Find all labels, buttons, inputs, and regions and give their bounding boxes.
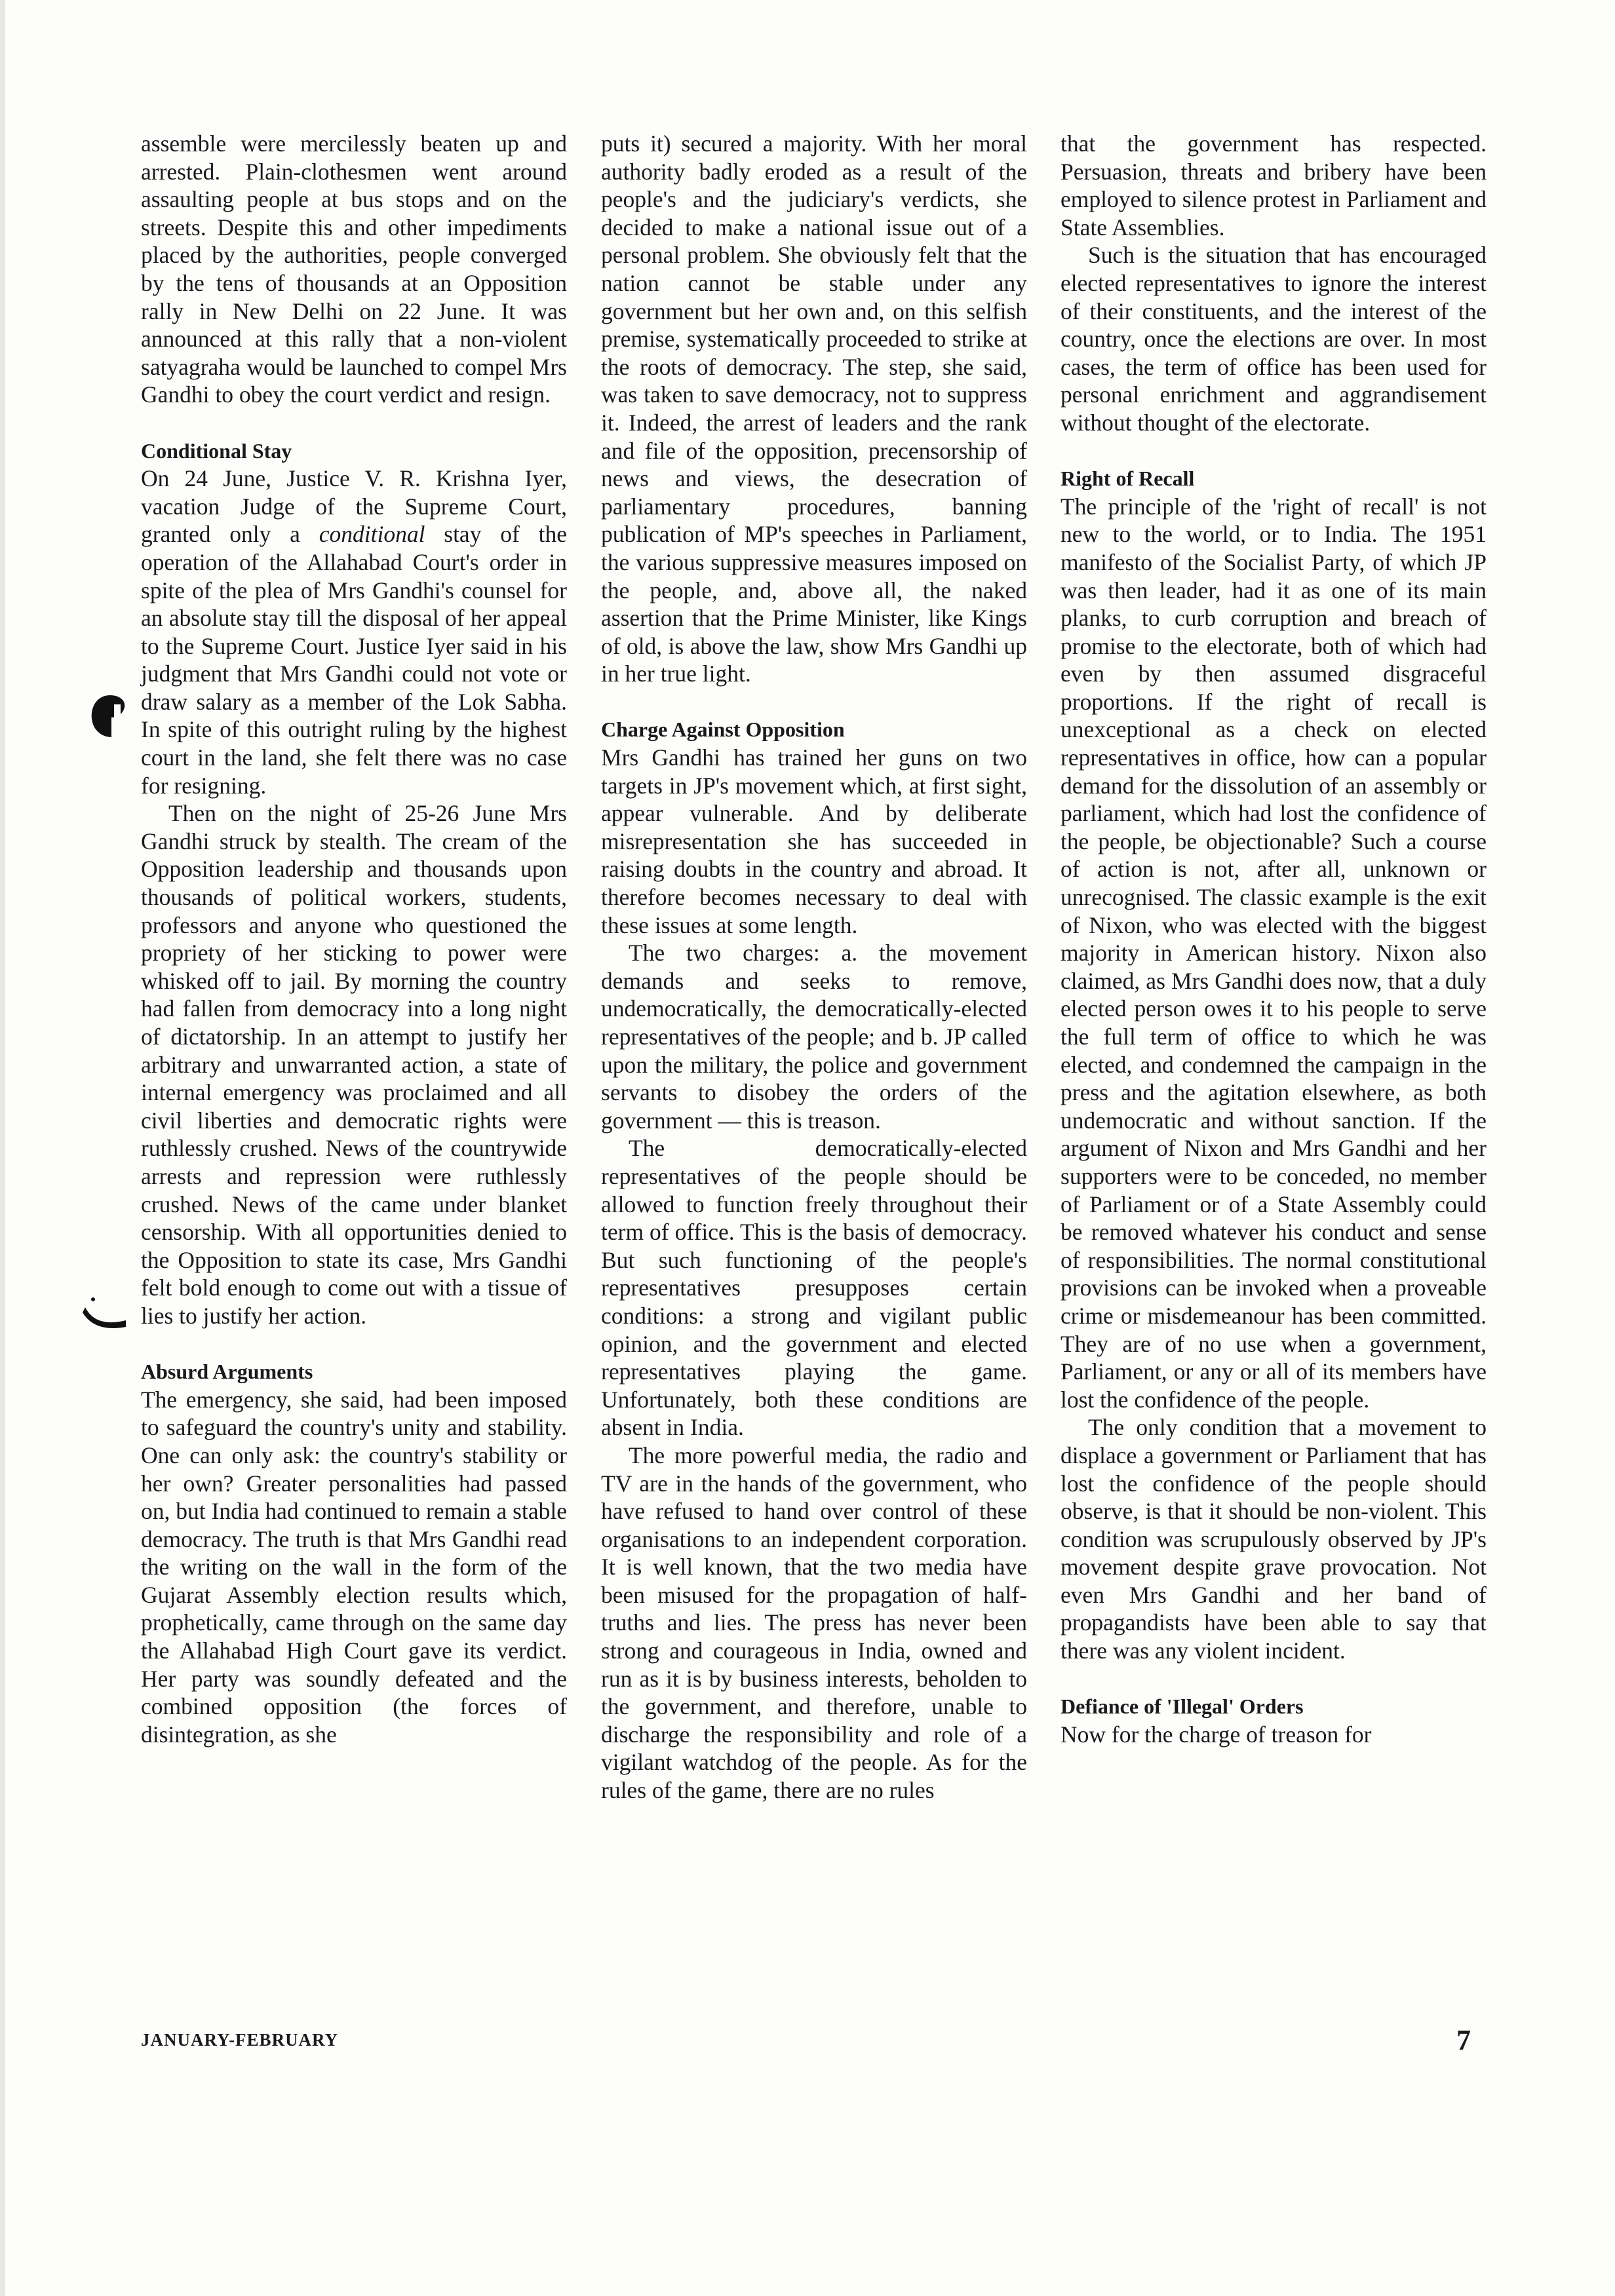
paragraph: Now for the charge of treason for — [1060, 1721, 1372, 1748]
paragraph: The more powerful media, the radio and TV are in the hands of the government, who have refused to hand over control of these organisations to an independent corporation. It is well known, that the two media have been misused for the propagation of half-truths and lies. The press has never been strong and courageous in India, owned and run as it is by business interests, beholden to the government, and therefore, unable to discharge the responsibility and role of a vigilant watchdog of the people. As for the rules of the game, there are no rules — [601, 1442, 1027, 1804]
paragraph: The principle of the 'right of recall' is not new to the world, or to India. The 1951 manifesto of the Socialist Party, of which JP was then leader, had it as one of its main planks, to curb corruption and breach of promise to the electorate, both of which had even by then assumed disgraceful proportions. If the right of recall is unexceptional as a check on elected representatives in office, how can a popular demand for the dissolution of an assembly or parliament, which had lost the confidence of the people, be objectionable? Such a course of action is not, after all, unknown or unrecognised. The classic example is the exit of Nixon, who was elected with the biggest majority in American history. Nixon also claimed, as Mrs Gandhi does now, that a duly elected person owes it to his people to serve the full term of office to which he was elected, and condemned the campaign in the press and the agitation elsewhere, as both undemocratic and without sanction. If the argument of Nixon and Mrs Gandhi and her supporters were to be conceded, no member of Parliament or of a State Assembly could be removed whatever his conduct and sense of responsibilities. The normal constitutional provisions can be invoked when a proveable crime or misdemeanour has been committed. They are of no use when a government, Parliament, or any or all of its members have lost the confidence of the people. — [1060, 493, 1487, 1413]
binder-hole-mark-bottom — [79, 1294, 131, 1333]
paragraph: The two charges: a. the movement demands and seeks to remove, undemocratically, the democratically-elected representatives of the people; and b. JP called upon the military, the police and government servants to disobey the orders of the government — this is treason. — [601, 940, 1027, 1134]
section-heading-charge-against-opposition: Charge Against Opposition — [601, 718, 845, 742]
section-heading-absurd-arguments: Absurd Arguments — [141, 1360, 313, 1384]
paragraph: Mrs Gandhi has trained her guns on two targets in JP's movement which, at first sight, appear vulnerable. And by deliberate misrepresentation she has succeeded in raising doubts in the country and abroad. It therefore becomes necessary to deal with these issues at some length. — [601, 744, 1027, 938]
paragraph: Such is the situation that has encouraged elected representatives to ignore the interest of their constituents, and the interest of the country, once the elections are over. In most cases, the term of office has been used for personal enrichment and aggrandisement without thought of the electorate. — [1060, 242, 1487, 436]
section-heading-conditional-stay: Conditional Stay — [141, 438, 292, 463]
page-edge-shadow — [0, 0, 5, 2296]
paragraph: assemble were mercilessly beaten up and arrested. Plain-clothesmen went around assaulting people at bus stops and on the streets. Despite this and other impediments placed by the authorities, people converged by the tens of thousands at an Opposition rally in New Delhi on 22 June. It was announced at this rally that a non-violent satyagraha would be launched to compel Mrs Gandhi to obey the court verdict and resign. — [141, 130, 567, 408]
page-number: 7 — [1456, 2024, 1471, 2056]
footer-issue-label: JANUARY-FEBRUARY — [141, 2030, 339, 2050]
paragraph: that the government has respected. Persuasion, threats and bribery have been employed to silence protest in Parliament and State Assemblies. — [1060, 130, 1487, 240]
binder-hole-mark-top — [85, 691, 135, 741]
italic-text: conditional — [319, 521, 425, 548]
column-1 — [141, 130, 567, 1748]
paragraph: The only condition that a movement to displace a government or Parliament that has lost the confidence of the people should observe, is that it should be non-violent. This condition was scrupulously observed by JP's movement despite grave provocation. Not even Mrs Gandhi and her band of propagandists have been able to say that there was any violent incident. — [1060, 1414, 1487, 1664]
paragraph: The emergency, she said, had been imposed to safeguard the country's unity and stability. One can only ask: the country's stability or her own? Greater personalities had passed on, but India had continued to remain a stable democracy. The truth is that Mrs Gandhi read the writing on the wall in the form of the Gujarat Assembly election results which, prophetically, came through on the same day the Allahabad High Court gave its verdict. Her party was soundly defeated and the combined opposition (the forces of disintegration, as she — [141, 1386, 567, 1748]
section-heading-defiance-of-illegal-orders: Defiance of 'Illegal' Orders — [1060, 1694, 1304, 1719]
paragraph — [141, 465, 567, 799]
text-run: stay of the operation of the Allahabad Court's order in spite of the plea of Mrs Gandhi's counsel for an absolute stay till the disposal of her appeal to the Supreme Court. Justice Iyer said in his judgment that Mrs Gandhi could not vote or draw salary as a member of the Lok Sabha. In spite of this outright ruling by the highest court in the land, she felt there was no case for resigning. — [141, 521, 567, 799]
paragraph: Then on the night of 25-26 June Mrs Gandhi struck by stealth. The cream of the Opposition leadership and thousands upon thousands of political workers, students, professors and anyone who questioned the propriety of her sticking to power were whisked off to jail. By morning the country had fallen from democracy into a long night of dictatorship. In an attempt to justify her arbitrary and unwarranted action, a state of internal emergency was proclaimed and all civil liberties and democratic rights were ruthlessly crushed. News of the countrywide arrests and repression were ruthlessly crushed. News of the came under blanket censorship. With all opportunities denied to the Opposition to state its case, Mrs Gandhi felt bold enough to come out with a tissue of lies to justify her action. — [141, 800, 567, 1329]
column-3 — [1060, 130, 1487, 1748]
section-heading-right-of-recall: Right of Recall — [1060, 467, 1195, 491]
column-2 — [601, 130, 1027, 1805]
paragraph: puts it) secured a majority. With her moral authority badly eroded as a result of the people's and the judiciary's verdicts, she decided to make a national issue out of a personal problem. She obviously felt that the nation cannot be stable under any government but her own and, on this selfish premise, systematically proceeded to strike at the roots of democracy. The step, she said, was taken to save democracy, not to suppress it. Indeed, the arrest of leaders and the rank and file of the opposition, precensorship of news and views, the desecration of parliamentary procedures, banning publication of MP's speeches in Parliament, the various suppressive measures imposed on the people, and, above all, the naked assertion that the Prime Minister, like Kings of old, is above the law, show Mrs Gandhi up in her true light. — [601, 130, 1027, 687]
text-run: On 24 June, Justice V. R. Krishna Iyer, vacation Judge of the Supreme Court, granted only a — [141, 465, 567, 548]
paragraph: The democratically-elected representatives of the people should be allowed to function freely throughout their term of office. This is the basis of democracy. But such functioning of the people's representatives presupposes certain conditions: a strong and vigilant public opinion, and the government and elected representatives playing the game. Unfortunately, both these conditions are absent in India. — [601, 1135, 1027, 1441]
